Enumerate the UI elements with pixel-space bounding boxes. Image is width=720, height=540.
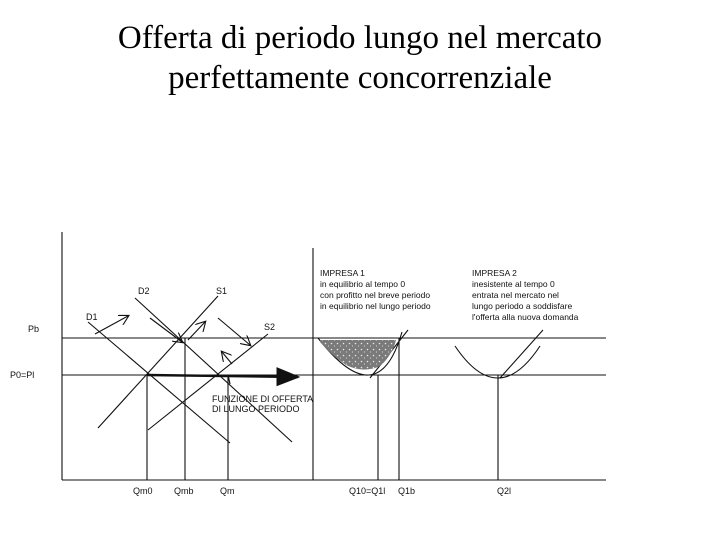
label-d2: D2 [138, 286, 150, 296]
label-qm0: Qm0 [133, 486, 153, 496]
label-p0: P0=Pl [10, 370, 35, 380]
firm2-marginal-cost-curve [500, 330, 543, 378]
d1-direction-arrow [95, 316, 128, 334]
new-entry-arrow [222, 352, 232, 364]
label-q1b: Q1b [398, 486, 416, 496]
firm2-title: IMPRESA 2 [472, 268, 517, 278]
d2-direction-arrow [188, 322, 205, 340]
firm1-line-3: in equilibrio nel lungo periodo [320, 301, 431, 311]
firm1-title: IMPRESA 1 [320, 268, 365, 278]
label-qmb: Qmb [174, 486, 194, 496]
label-qm: Qm [220, 486, 235, 496]
firm1-profit-area [320, 340, 396, 370]
function-label-line-2: DI LUNGO PERIODO [212, 404, 300, 414]
firm1-line-1: in equilibrio al tempo 0 [320, 279, 406, 289]
label-q10: Q10=Q1l [349, 486, 386, 496]
firm2-line-2: entrata nel mercato nel [472, 290, 559, 300]
label-q2l: Q2l [497, 486, 512, 496]
firm2-line-3: lungo periodo a soddisfare [472, 301, 573, 311]
label-s1: S1 [216, 286, 228, 296]
label-pb: Pb [28, 324, 40, 334]
title-line-1: Offerta di periodo lungo nel mercato [117, 20, 603, 56]
label-d1: D1 [86, 312, 98, 322]
title-line-2: perfettamente concorrenziale [168, 60, 552, 96]
demand-curve-d1 [88, 322, 230, 443]
supply-curve-s2 [148, 334, 268, 430]
supply-shift-arrow [218, 318, 250, 345]
demand-curve-d2 [135, 298, 292, 442]
firm2-line-4: l'offerta alla nuova domanda [472, 312, 579, 322]
firm1-line-2: con profitto nel breve periodo [320, 290, 431, 300]
label-s2: S2 [264, 322, 276, 332]
firm2-average-cost-curve [455, 346, 540, 378]
supply-curve-s1 [98, 296, 218, 428]
function-label-line-1: FUNZIONE DI OFFERTA [212, 394, 314, 404]
firm2-line-1: inesistente al tempo 0 [472, 279, 555, 289]
